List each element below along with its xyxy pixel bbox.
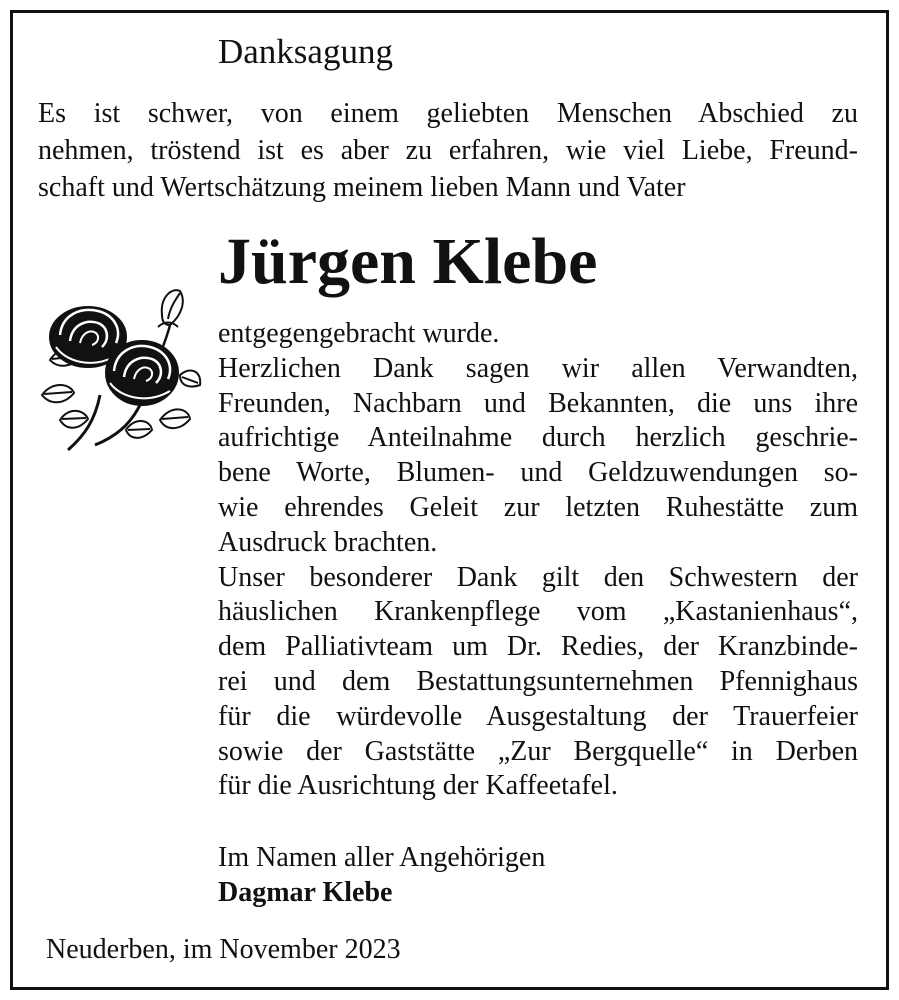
body-line: aufrichtige Anteilnahme durch herzlich geschrie- bbox=[218, 422, 858, 454]
body-line: für die würdevolle Ausgestaltung der Trauerfeier bbox=[218, 700, 858, 732]
place-date: Neuderben, im November 2023 bbox=[46, 934, 401, 965]
deceased-name: Jürgen Klebe bbox=[218, 225, 598, 298]
body-line: Freunden, Nachbarn und Bekannten, die uns ihre bbox=[218, 387, 858, 419]
roses-icon bbox=[30, 285, 205, 455]
body-line: Unser besonderer Dank gilt den Schwestern der bbox=[218, 561, 858, 593]
body-line: entgegengebracht wurde. bbox=[218, 318, 500, 349]
body-paragraph bbox=[218, 317, 858, 804]
body-line: sowie der Gaststätte „Zur Bergquelle“ in Derben bbox=[218, 735, 858, 767]
closing-block bbox=[218, 840, 545, 910]
notice-heading: Danksagung bbox=[218, 32, 393, 71]
on-behalf-text: Im Namen aller Angehörigen bbox=[218, 842, 546, 873]
intro-line: schaft und Wertschätzung meinem lieben Mann und Vater bbox=[38, 172, 686, 203]
body-line: für die Ausrichtung der Kaffeetafel. bbox=[218, 770, 618, 802]
body-line: wie ehrendes Geleit zur letzten Ruhestätte zum bbox=[218, 491, 858, 523]
body-line: Herzlichen Dank sagen wir allen Verwandten, bbox=[218, 352, 858, 384]
body-line: häuslichen Krankenpflege vom „Kastanienhaus“, bbox=[218, 596, 858, 628]
body-line: dem Palliativteam um Dr. Redies, der Kranzbinde- bbox=[218, 631, 858, 663]
body-line: bene Worte, Blumen- und Geldzuwendungen so- bbox=[218, 457, 858, 489]
intro-paragraph bbox=[38, 95, 858, 206]
signer-name: Dagmar Klebe bbox=[218, 877, 393, 908]
body-line: Ausdruck brachten. bbox=[218, 526, 438, 558]
body-line: rei und dem Bestattungsunternehmen Pfennighaus bbox=[218, 665, 858, 697]
intro-line: nehmen, tröstend ist es aber zu erfahren, wie viel Liebe, Freund- bbox=[38, 135, 858, 166]
intro-line: Es ist schwer, von einem geliebten Menschen Abschied zu bbox=[38, 98, 858, 129]
